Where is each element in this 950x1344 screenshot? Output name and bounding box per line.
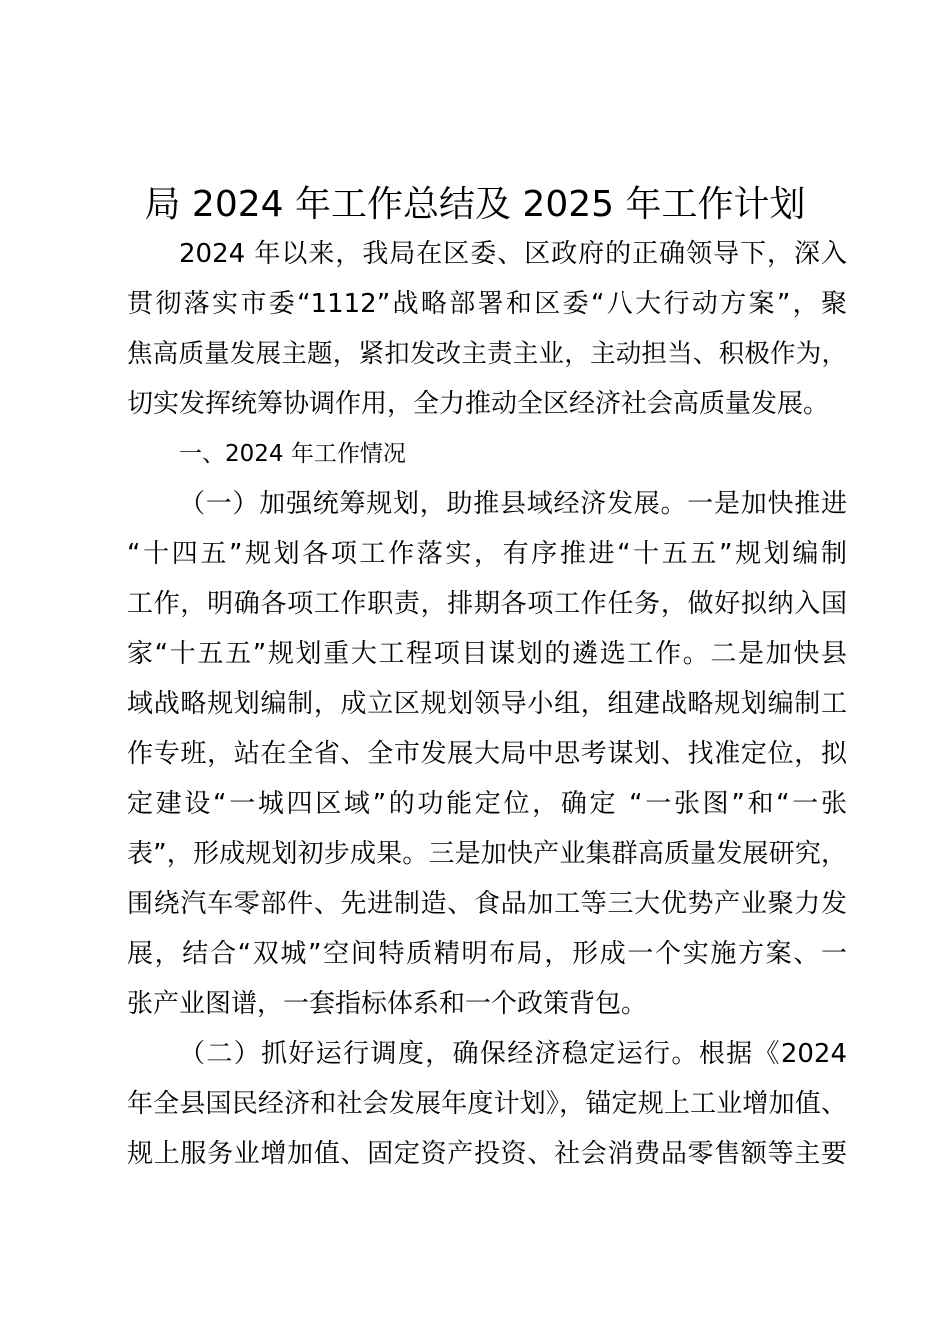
paragraph-line: （二）抓好运行调度，确保经济稳定运行。根据《2024	[179, 1039, 847, 1069]
paragraph-line: 表”，形成规划初步成果。三是加快产业集群高质量发展研究，	[127, 839, 847, 869]
paragraph-line: 贯彻落实市委“1112”战略部署和区委“八大行动方案”，聚	[127, 289, 847, 319]
paragraph-line: “十四五”规划各项工作落实，有序推进“十五五”规划编制	[127, 539, 847, 569]
paragraph-line: 年全县国民经济和社会发展年度计划》，锚定规上工业增加值、	[127, 1089, 847, 1119]
paragraph-line: 展，结合“双城”空间特质精明布局，形成一个实施方案、一	[127, 939, 847, 969]
paragraph-line: 规上服务业增加值、固定资产投资、社会消费品零售额等主要	[127, 1139, 847, 1169]
paragraph-line: 切实发挥统筹协调作用，全力推动全区经济社会高质量发展。	[127, 389, 830, 419]
paragraph-line: 工作，明确各项工作职责，排期各项工作任务，做好拟纳入国	[127, 589, 847, 619]
paragraph-line: 焦高质量发展主题，紧扣发改主责主业，主动担当、积极作为，	[127, 339, 847, 369]
paragraph-line: 围绕汽车零部件、先进制造、食品加工等三大优势产业聚力发	[127, 889, 847, 919]
document-title: 局 2024 年工作总结及 2025 年工作计划	[144, 184, 806, 225]
paragraph-line: 2024 年以来，我局在区委、区政府的正确领导下，深入	[179, 239, 847, 269]
paragraph-line: 域战略规划编制，成立区规划领导小组，组建战略规划编制工	[127, 689, 847, 719]
paragraph-line: 家“十五五”规划重大工程项目谋划的遴选工作。二是加快县	[127, 639, 847, 669]
section-heading: 一、2024 年工作情况	[179, 441, 406, 467]
paragraph-line: 张产业图谱，一套指标体系和一个政策背包。	[127, 989, 648, 1019]
paragraph-line: 作专班，站在全省、全市发展大局中思考谋划、找准定位，拟	[127, 739, 847, 769]
paragraph-line: 定建设“一城四区域”的功能定位，确定 “一张图”和“一张	[127, 789, 847, 819]
paragraph-line: （一）加强统筹规划，助推县域经济发展。一是加快推进	[179, 489, 847, 519]
